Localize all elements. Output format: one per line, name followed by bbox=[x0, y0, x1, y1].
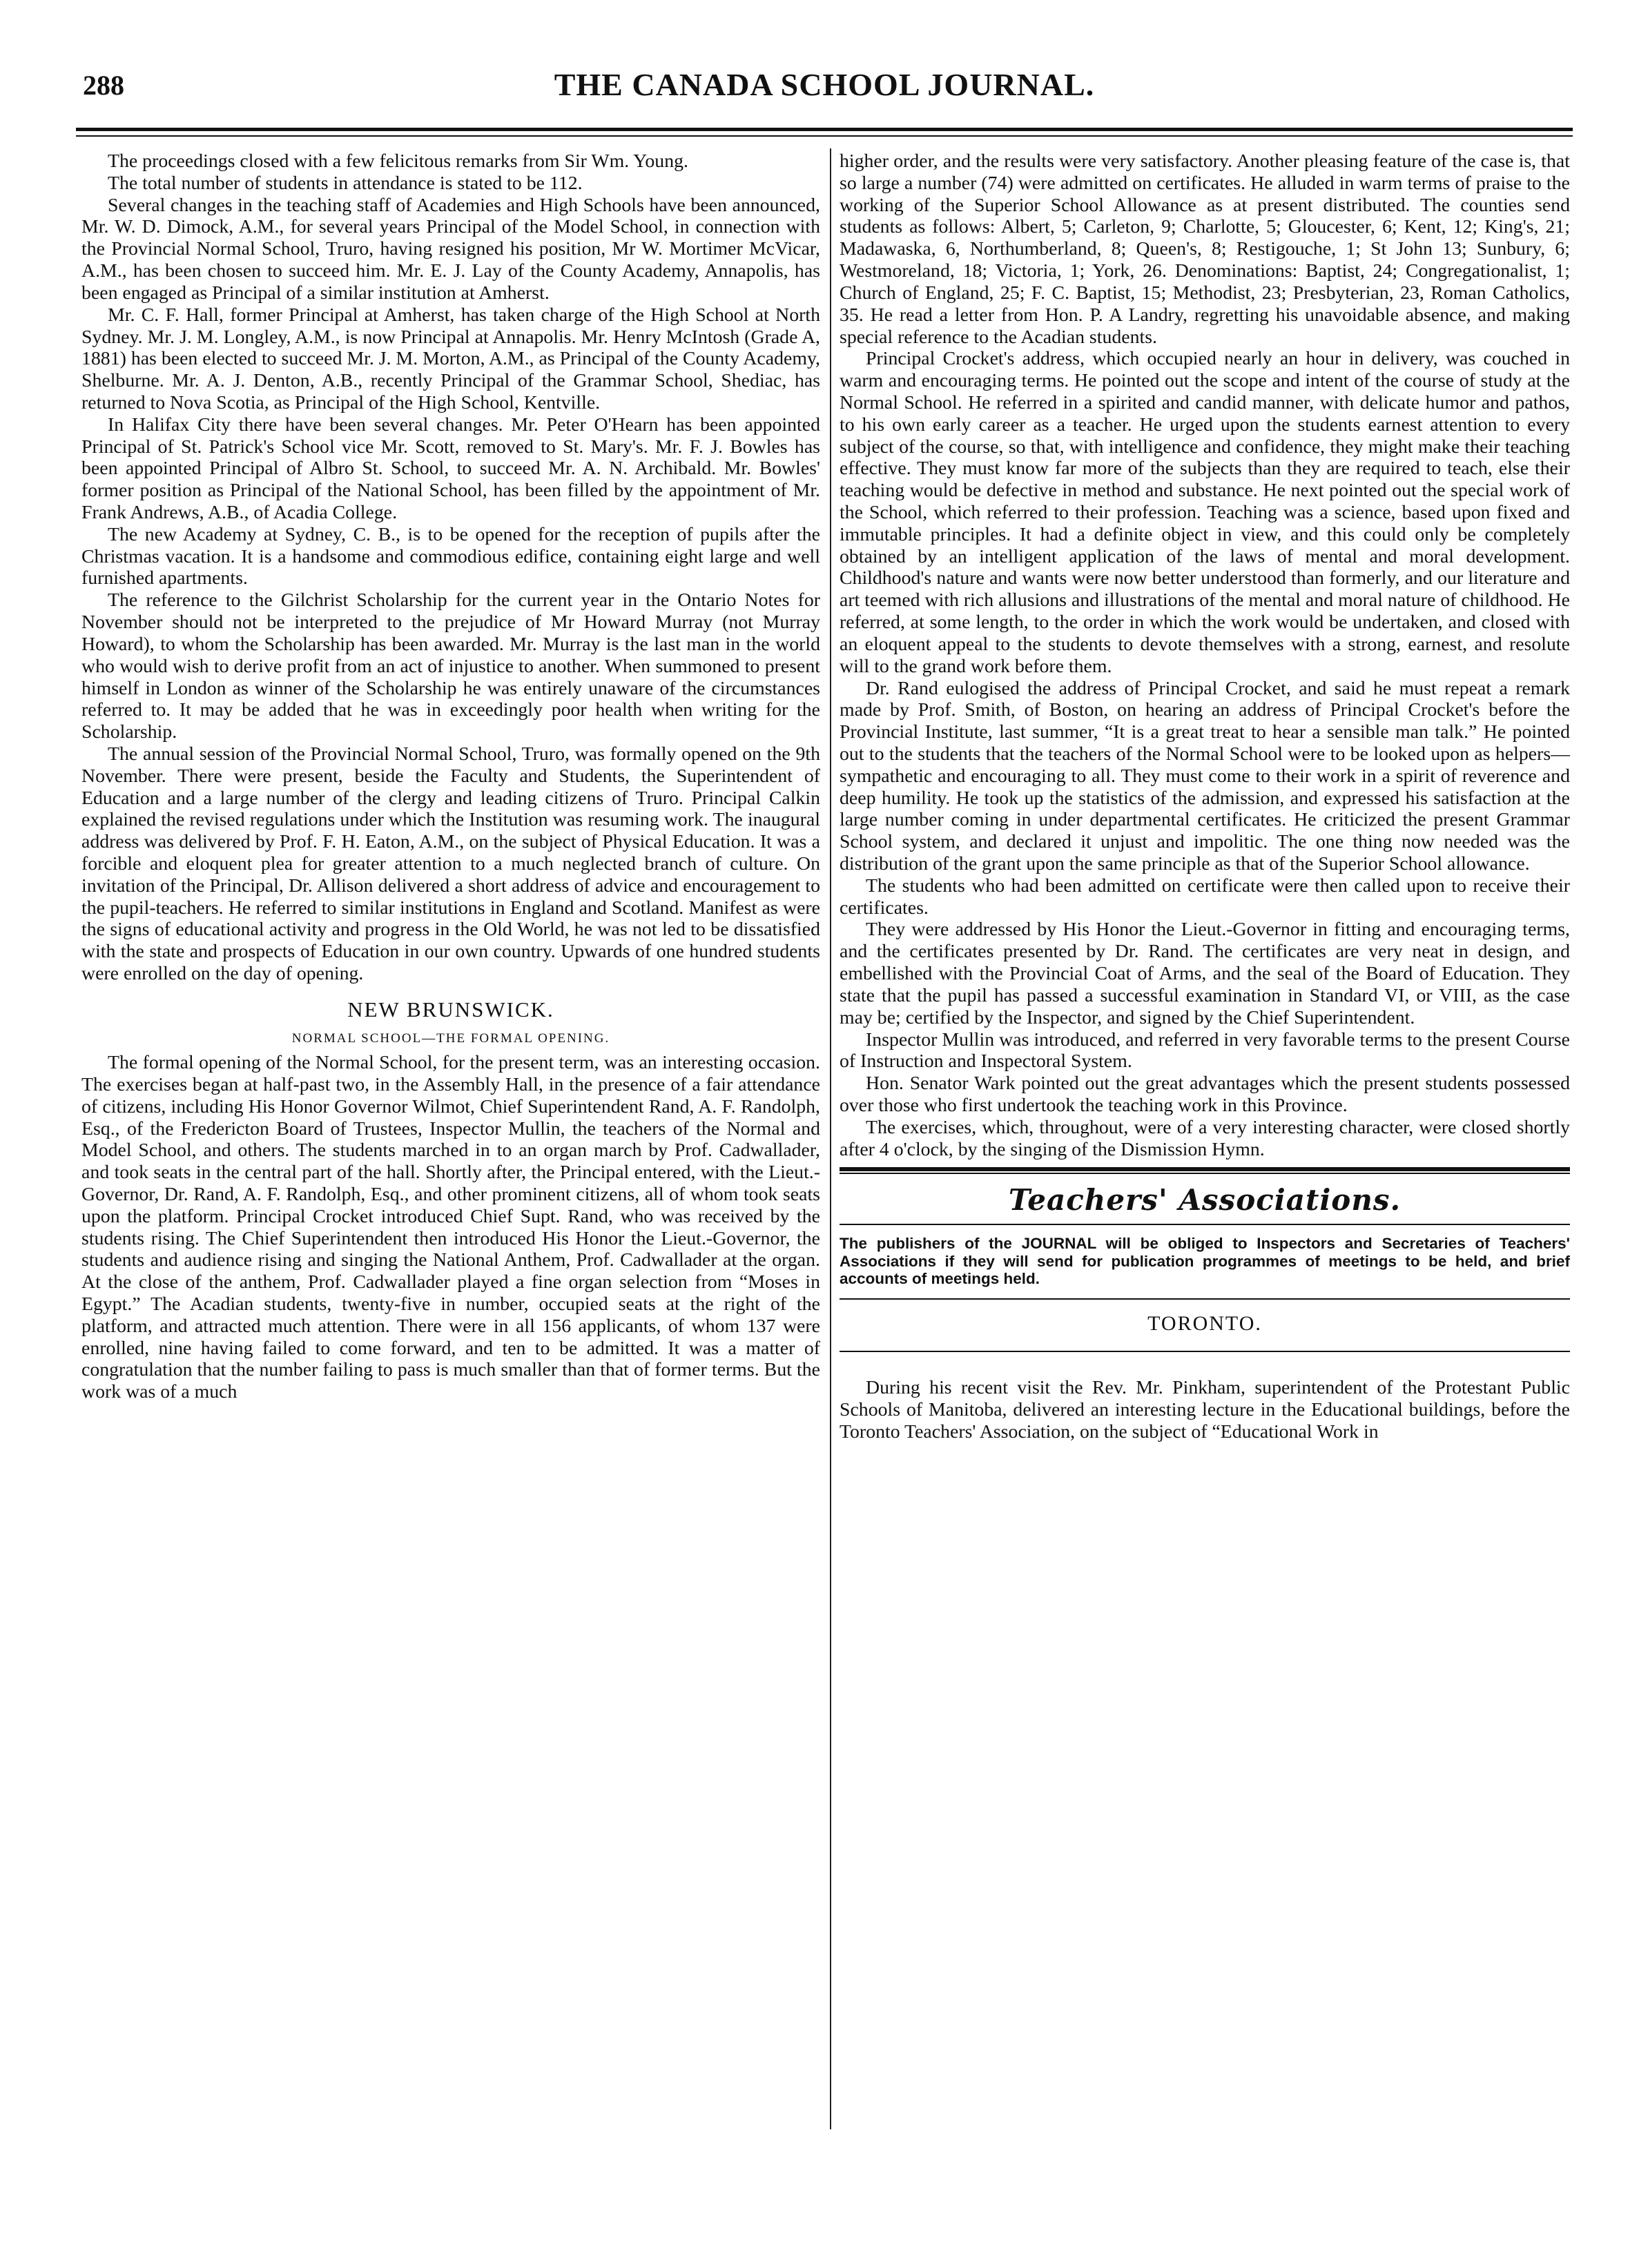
paragraph: The proceedings closed with a few felicitous remarks from Sir Wm. Young. bbox=[108, 150, 688, 172]
paragraph: Hon. Senator Wark pointed out the great advantages which the present students possessed over those who first undertook the teaching work in this Province. bbox=[840, 1073, 1570, 1116]
paragraph: The total number of students in attendance is stated to be 112. bbox=[108, 172, 583, 194]
column-divider bbox=[830, 148, 831, 2129]
paragraph: Inspector Mullin was introduced, and referred in very favorable terms to the present Course of Instruction and Inspectoral System. bbox=[840, 1028, 1570, 1073]
paragraph: They were addressed by His Honor the Lieut.-Governor in fitting and encouraging terms, and the certificates presented by Dr. Rand. The certificates are very neat in design, and embellished with the Provincial Coat of Arms, and the seal of the Board of Education. They state that the pupil has passed a successful examination in Standard VI, or VIII, as the case may be; certified by the Inspector, and signed by the Chief Superintendent. bbox=[840, 919, 1570, 1028]
paragraph: The students who had been admitted on certificate were then called upon to receive their certificates. bbox=[840, 874, 1570, 919]
section-rule bbox=[840, 1351, 1570, 1352]
paragraph: Mr. C. F. Hall, former Principal at Amherst, has taken charge of the High School at North Sydney. Mr. J. M. Longley, A.M., is now Principal at Annapolis. Mr. Henry McIntosh (Grade A, 1881) has been elected to succeed Mr. J. M. Morton, A.M., as Principal of the County Academy, Shelburne. Mr. A. J. Denton, A.B., recently Principal of the Grammar School, Shediac, has returned to Nova Scotia, as Principal of the High School, Kentville. bbox=[81, 304, 820, 413]
teachers-associations-section bbox=[840, 1167, 1570, 1443]
page-number: 288 bbox=[83, 70, 124, 101]
paragraph: higher order, and the results were very satisfactory. Another pleasing feature of the case is, that so large a number (74) were admitted on certificates. He alluded in warm terms of praise to the working of the Superior School Allowance as at present distributed. The counties send students as follows: Albert, 5; Carleton, 9; Charlotte, 5; Gloucester, 6; Kent, 12; King's, 21; Madawaska, 6, Northumberland, 8; Queen's, 8; Restigouche, 1; St John 13; Sunbury, 6; Westmoreland, 18; Victoria, 1; York, 26. Denominations: Baptist, 24; Congregationalist, 1; Church of England, 25; F. C. Baptist, 15; Methodist, 23; Presbyterian, 23, Roman Catholics, 35. He read a letter from Hon. P. A Landry, regretting his unavoidable absence, and making special reference to the Acadian students. bbox=[840, 150, 1570, 348]
page-header bbox=[76, 61, 1573, 109]
paragraph: The new Academy at Sydney, C. B., is to be opened for the reception of pupils after the Christmas vacation. It is a handsome and commodious edifice, containing eight large and well furnished apartments. bbox=[81, 523, 820, 589]
associations-notice: The publishers of the JOURNAL will be obliged to Inspectors and Secretaries of Teachers' Associations if they will send for publication programmes of meetings to be held, and brief accounts of meetings held. bbox=[840, 1235, 1570, 1287]
paragraph: The reference to the Gilchrist Scholarship for the current year in the Ontario Notes for November should not be interpreted to the prejudice of Mr Howard Murray (not Murray Howard), to whom the Scholarship has been awarded. Mr. Murray is the last man in the world who would wish to derive profit from an act of injustice to another. When summoned to present himself in London as winner of the Scholarship he was entirely unaware of the circumstances referred to. It may be added that he was in exceedingly poor health when writing for the Scholarship. bbox=[81, 589, 820, 743]
section-rule bbox=[840, 1298, 1570, 1300]
header-rule-thin bbox=[76, 135, 1573, 137]
paragraph: Principal Crocket's address, which occupied nearly an hour in delivery, was couched in warm and encouraging terms. He pointed out the scope and intent of the course of study at the Normal School. He referred in a spirited and candid manner, with delicate humor and pathos, to his own early career as a teacher. He urged upon the students earnest attention to every subject of the course, so that, with intelligence and confidence, they might make their teaching effective. They must know far more of the subjects than they are required to teach, else their teaching would be defective in method and substance. He next pointed out the special work of the School, which referred to their profession. Teaching was a science, based upon fixed and immutable principles. It had a definite object in view, and this could only be completely obtained by an intelligent application of the laws of mental and moral development. Childhood's nature and wants were now better understood than formerly, and our literature and art teemed with rich allusions and illustrations of the mental and moral nature of childhood. He referred, at some length, to the order in which the work would be undertaken, and closed with an eloquent appeal to the students to devote themselves with a strong, earnest, and resolute will to the grand work before them. bbox=[840, 348, 1570, 677]
normal-school-subheading: NORMAL SCHOOL—THE FORMAL OPENING. bbox=[291, 1031, 610, 1046]
paragraph: During his recent visit the Rev. Mr. Pinkham, superintendent of the Protestant Public Schools of Manitoba, delivered an interesting lecture in the Educational buildings, before the Toronto Teachers' Association, on the subject of “Educational Work in bbox=[840, 1377, 1570, 1443]
header-rule-thick bbox=[76, 128, 1573, 131]
paragraph: The exercises, which, throughout, were of a very interesting character, were closed shortly after 4 o'clock, by the singing of the Dismission Hymn. bbox=[840, 1116, 1570, 1160]
new-brunswick-heading: NEW BRUNSWICK. bbox=[347, 997, 554, 1021]
paragraph: The formal opening of the Normal School, for the present term, was an interesting occasion. The exercises began at half-past two, in the Assembly Hall, in the presence of a fair attendance of citizens, including His Honor Governor Wilmot, Chief Superintendent Rand, A. F. Randolph, Esq., of the Fredericton Board of Trustees, Inspector Mullin, the teachers of the Normal and Model School, and others. The students marched in to an organ march by Prof. Cadwallader, and took seats in the central part of the hall. Shortly after, the Principal entered, with the Lieut.-Governor, Dr. Rand, A. F. Randolph, Esq., and other prominent citizens, all of whom took seats upon the platform. Principal Crocket introduced Chief Supt. Rand, who was received by the students rising. The Chief Superintendent then introduced His Honor the Lieut.-Governor, the students and audience rising and singing the National Anthem, Prof. Cadwallader at the organ. At the close of the anthem, Prof. Cadwallader played a fine organ selection from “Moses in Egypt.” The Acadian students, twenty-five in number, occupied seats at the right of the platform, and attracted much attention. There were in all 156 applicants, of whom 137 were enrolled, nine having failed to come forward, and ten to be admitted. It was a matter of congratulation that the number failing to pass is much smaller than that of former terms. But the work was of a much bbox=[81, 1052, 820, 1403]
paragraph: The annual session of the Provincial Normal School, Truro, was formally opened on the 9th November. There were present, beside the Faculty and Students, the Superintendent of Education and a large number of the clergy and leading citizens of Truro. Principal Calkin explained the revised regulations under which the Institution was resuming work. The inaugural address was delivered by Prof. F. H. Eaton, A.M., on the subject of Physical Education. It was a forcible and eloquent plea for greater attention to a much neglected branch of culture. On invitation of the Principal, Dr. Allison delivered a short address of advice and encouragement to the pupil-teachers. He referred to similar institutions in England and Scotland. Manifest as were the signs of educational activity and progress in the Old World, he was not led to be dissatisfied with the state and prospects of Education in our own country. Upwards of one hundred students were enrolled on the day of opening. bbox=[81, 743, 820, 985]
teachers-associations-heading: Teachers' Associations. bbox=[1008, 1183, 1402, 1218]
journal-title: THE CANADA SCHOOL JOURNAL. bbox=[554, 67, 1095, 102]
toronto-heading: TORONTO. bbox=[1147, 1312, 1262, 1336]
section-rule bbox=[840, 1167, 1570, 1171]
section-rule bbox=[840, 1173, 1570, 1174]
paragraph: Dr. Rand eulogised the address of Principal Crocket, and said he must repeat a remark made by Prof. Smith, of Boston, on hearing an address of Principal Crocket's before the Provincial Institute, last summer, “It is a great treat to hear a sensible man talk.” He pointed out to the students that the teachers of the Normal School were to be looked upon as helpers—sympathetic and encouraging to all. They must come to their work in a spirit of reverence and deep humility. He took up the statistics of the admission, and expressed his satisfaction at the large number coming in under departmental certificates. He criticized the present Grammar School system, and declared it unjust and impolitic. The one thing now needed was the distribution of the grant upon the same principle as that of the Superior School allowance. bbox=[840, 677, 1570, 874]
left-column bbox=[81, 150, 820, 1403]
paragraph: Several changes in the teaching staff of Academies and High Schools have been announced, Mr. W. D. Dimock, A.M., for several years Principal of the Model School, in connection with the Provincial Normal School, Truro, having resigned his position, Mr W. Mortimer McVicar, A.M., has been chosen to succeed him. Mr. E. J. Lay of the County Academy, Annapolis, has been engaged as Principal of a similar institution at Amherst. bbox=[81, 194, 820, 304]
section-rule bbox=[840, 1224, 1570, 1225]
right-column bbox=[840, 150, 1570, 1443]
paragraph: In Halifax City there have been several changes. Mr. Peter O'Hearn has been appointed Principal of St. Patrick's School vice Mr. Scott, removed to St. Mary's. Mr. F. J. Bowles has been appointed Principal of Albro St. School, to succeed Mr. A. N. Archibald. Mr. Bowles' former position as Principal of the National School, has been filled by the appointment of Mr. Frank Andrews, A.B., of Acadia College. bbox=[81, 413, 820, 523]
